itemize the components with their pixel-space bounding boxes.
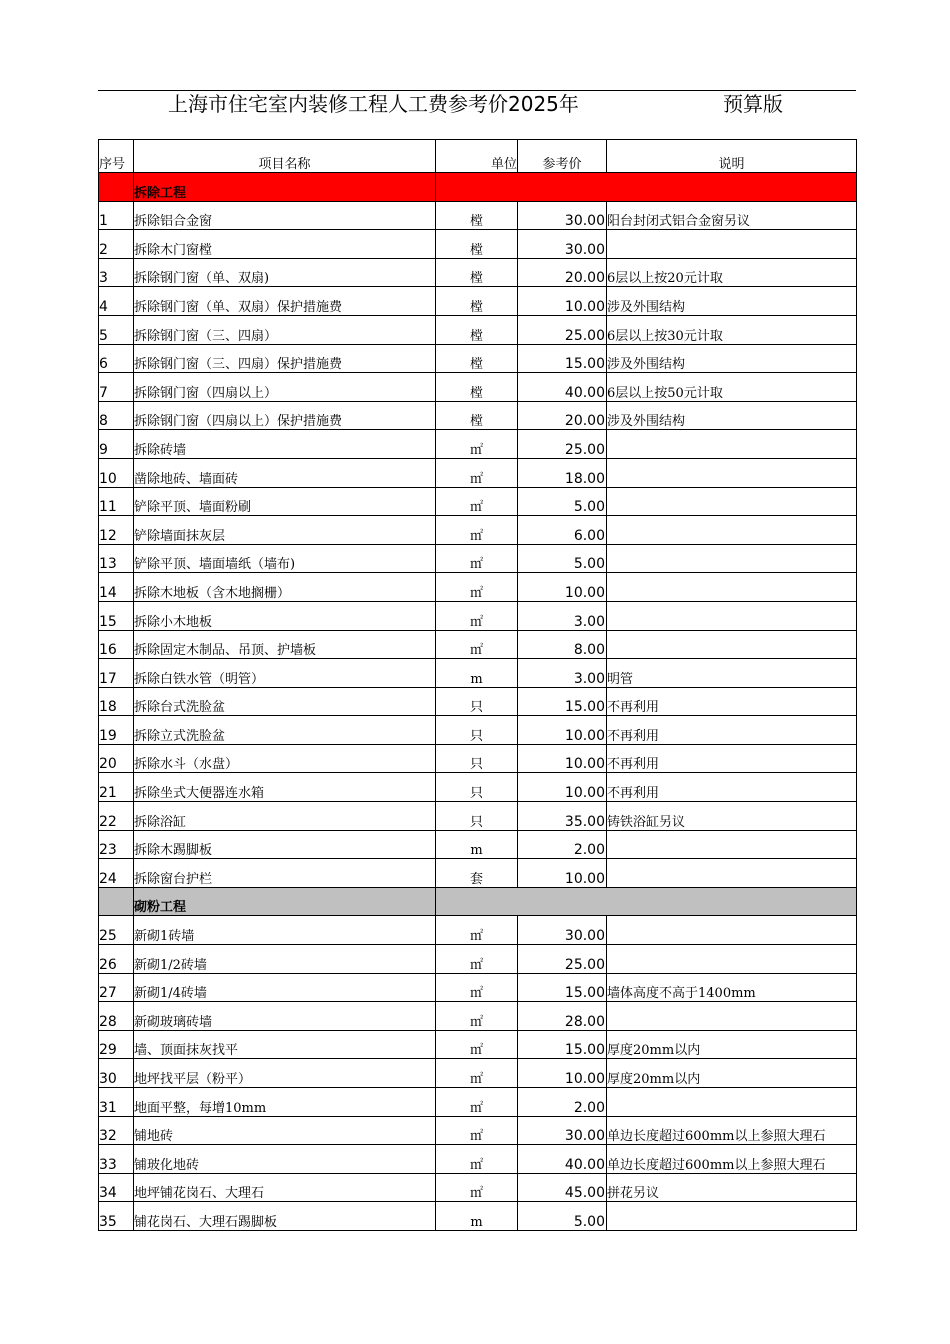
item-name: 拆除钢门窗（三、四扇）保护措施费 <box>134 344 436 373</box>
item-note <box>607 601 857 630</box>
item-price: 10.00 <box>518 744 607 773</box>
table-row <box>99 373 857 402</box>
item-unit: 樘 <box>436 401 518 430</box>
title-main: 上海市住宅室内装修工程人工费参考价2025年 <box>168 92 579 116</box>
item-name: 铺花岗石、大理石踢脚板 <box>134 1202 436 1231</box>
item-unit: ㎡ <box>436 601 518 630</box>
row-number: 27 <box>99 973 134 1002</box>
item-note: 不再利用 <box>607 773 857 802</box>
item-name: 新砌1/4砖墙 <box>134 973 436 1002</box>
row-number: 15 <box>99 601 134 630</box>
item-unit: ㎡ <box>436 430 518 459</box>
row-number: 29 <box>99 1030 134 1059</box>
table-row <box>99 230 857 259</box>
item-price: 2.00 <box>518 830 607 859</box>
item-price: 5.00 <box>518 544 607 573</box>
table-header-row <box>99 140 857 173</box>
price-table <box>98 139 857 1231</box>
item-unit: m <box>436 659 518 688</box>
item-note <box>607 516 857 545</box>
item-price: 15.00 <box>518 687 607 716</box>
item-price: 30.00 <box>518 1116 607 1145</box>
row-number: 35 <box>99 1202 134 1231</box>
item-note: 阳台封闭式铝合金窗另议 <box>607 201 857 230</box>
item-price: 10.00 <box>518 573 607 602</box>
item-note <box>607 859 857 888</box>
item-price: 30.00 <box>518 916 607 945</box>
item-price: 20.00 <box>518 401 607 430</box>
item-note: 单边长度超过600mm以上参照大理石 <box>607 1116 857 1145</box>
row-number: 21 <box>99 773 134 802</box>
table-row <box>99 830 857 859</box>
item-price: 18.00 <box>518 458 607 487</box>
item-name: 铺地砖 <box>134 1116 436 1145</box>
item-price: 15.00 <box>518 344 607 373</box>
item-unit: 只 <box>436 773 518 802</box>
item-unit: 樘 <box>436 258 518 287</box>
item-unit: ㎡ <box>436 1059 518 1088</box>
table-row <box>99 659 857 688</box>
item-note: 拼花另议 <box>607 1173 857 1202</box>
row-number: 14 <box>99 573 134 602</box>
table-row <box>99 1173 857 1202</box>
table-row <box>99 1202 857 1231</box>
item-note: 6层以上按20元计取 <box>607 258 857 287</box>
table-row <box>99 287 857 316</box>
item-note <box>607 458 857 487</box>
row-number: 4 <box>99 287 134 316</box>
item-price: 10.00 <box>518 716 607 745</box>
table-row <box>99 1059 857 1088</box>
item-unit: 只 <box>436 687 518 716</box>
item-name: 新砌玻璃砖墙 <box>134 1002 436 1031</box>
row-number: 10 <box>99 458 134 487</box>
item-price: 25.00 <box>518 315 607 344</box>
item-price: 10.00 <box>518 773 607 802</box>
row-number: 33 <box>99 1145 134 1174</box>
item-name: 拆除窗台护栏 <box>134 859 436 888</box>
row-number: 8 <box>99 401 134 430</box>
table-row <box>99 1088 857 1117</box>
item-price: 10.00 <box>518 287 607 316</box>
item-unit: ㎡ <box>436 916 518 945</box>
item-note: 厚度20mm以内 <box>607 1059 857 1088</box>
item-name: 拆除木地板（含木地搁栅） <box>134 573 436 602</box>
header-price: 参考价 <box>518 140 607 173</box>
item-name: 铲除墙面抹灰层 <box>134 516 436 545</box>
section-cell-fill <box>436 887 857 916</box>
row-number: 13 <box>99 544 134 573</box>
table-row <box>99 430 857 459</box>
row-number: 3 <box>99 258 134 287</box>
item-price: 30.00 <box>518 230 607 259</box>
document-title <box>98 90 856 118</box>
item-unit: ㎡ <box>436 458 518 487</box>
row-number: 19 <box>99 716 134 745</box>
row-number: 16 <box>99 630 134 659</box>
item-name: 拆除木踢脚板 <box>134 830 436 859</box>
row-number: 22 <box>99 802 134 831</box>
item-note <box>607 630 857 659</box>
item-unit: ㎡ <box>436 973 518 1002</box>
item-unit: ㎡ <box>436 1088 518 1117</box>
item-name: 拆除坐式大便器连水箱 <box>134 773 436 802</box>
table-row <box>99 401 857 430</box>
item-unit: ㎡ <box>436 1173 518 1202</box>
row-number: 18 <box>99 687 134 716</box>
item-name: 铺玻化地砖 <box>134 1145 436 1174</box>
item-unit: ㎡ <box>436 487 518 516</box>
item-note <box>607 487 857 516</box>
item-price: 15.00 <box>518 1030 607 1059</box>
row-number: 7 <box>99 373 134 402</box>
item-unit: ㎡ <box>436 1116 518 1145</box>
item-note: 明管 <box>607 659 857 688</box>
row-number: 25 <box>99 916 134 945</box>
item-note: 不再利用 <box>607 744 857 773</box>
item-note <box>607 544 857 573</box>
item-price: 5.00 <box>518 1202 607 1231</box>
item-price: 8.00 <box>518 630 607 659</box>
table-row <box>99 630 857 659</box>
section-cell-blank <box>99 887 134 916</box>
item-unit: 樘 <box>436 373 518 402</box>
header-name: 项目名称 <box>134 140 436 173</box>
item-note <box>607 1002 857 1031</box>
item-unit: 只 <box>436 716 518 745</box>
item-name: 铲除平顶、墙面粉刷 <box>134 487 436 516</box>
table-row <box>99 458 857 487</box>
table-row <box>99 716 857 745</box>
item-note <box>607 1202 857 1231</box>
row-number: 34 <box>99 1173 134 1202</box>
item-note: 涉及外围结构 <box>607 401 857 430</box>
item-name: 拆除钢门窗（三、四扇） <box>134 315 436 344</box>
item-unit: 套 <box>436 859 518 888</box>
item-price: 45.00 <box>518 1173 607 1202</box>
item-name: 拆除浴缸 <box>134 802 436 831</box>
item-note <box>607 916 857 945</box>
row-number: 32 <box>99 1116 134 1145</box>
item-name: 地坪铺花岗石、大理石 <box>134 1173 436 1202</box>
section-cell-fill <box>436 173 857 202</box>
row-number: 2 <box>99 230 134 259</box>
section-row <box>99 887 857 916</box>
item-name: 拆除固定木制品、吊顶、护墙板 <box>134 630 436 659</box>
title-version: 预算版 <box>723 92 783 116</box>
item-note <box>607 945 857 974</box>
section-label: 砌粉工程 <box>134 887 436 916</box>
item-name: 地坪找平层（粉平） <box>134 1059 436 1088</box>
item-note <box>607 1088 857 1117</box>
table-row <box>99 916 857 945</box>
item-price: 3.00 <box>518 659 607 688</box>
item-price: 30.00 <box>518 201 607 230</box>
item-price: 15.00 <box>518 973 607 1002</box>
row-number: 24 <box>99 859 134 888</box>
item-price: 10.00 <box>518 859 607 888</box>
item-name: 地面平整，每增10mm <box>134 1088 436 1117</box>
item-note: 厚度20mm以内 <box>607 1030 857 1059</box>
item-unit: 只 <box>436 744 518 773</box>
row-number: 28 <box>99 1002 134 1031</box>
item-name: 拆除立式洗脸盆 <box>134 716 436 745</box>
item-name: 拆除白铁水管（明管） <box>134 659 436 688</box>
row-number: 12 <box>99 516 134 545</box>
item-note: 墙体高度不高于1400mm <box>607 973 857 1002</box>
header-unit: 单位 <box>436 140 518 173</box>
table-row <box>99 744 857 773</box>
item-unit: 樘 <box>436 287 518 316</box>
table-row <box>99 601 857 630</box>
table-row <box>99 1116 857 1145</box>
item-note: 铸铁浴缸另议 <box>607 802 857 831</box>
section-label: 拆除工程 <box>134 173 436 202</box>
row-number: 30 <box>99 1059 134 1088</box>
table-row <box>99 687 857 716</box>
item-name: 墙、顶面抹灰找平 <box>134 1030 436 1059</box>
item-note: 6层以上按30元计取 <box>607 315 857 344</box>
header-note: 说明 <box>607 140 857 173</box>
table-row <box>99 1145 857 1174</box>
item-unit: ㎡ <box>436 516 518 545</box>
item-name: 拆除钢门窗（四扇以上） <box>134 373 436 402</box>
row-number: 6 <box>99 344 134 373</box>
row-number: 31 <box>99 1088 134 1117</box>
item-note <box>607 573 857 602</box>
item-name: 拆除木门窗樘 <box>134 230 436 259</box>
item-unit: 樘 <box>436 201 518 230</box>
item-price: 40.00 <box>518 373 607 402</box>
row-number: 5 <box>99 315 134 344</box>
item-unit: ㎡ <box>436 1030 518 1059</box>
item-unit: ㎡ <box>436 630 518 659</box>
table-row <box>99 258 857 287</box>
item-unit: 樘 <box>436 315 518 344</box>
item-note <box>607 830 857 859</box>
item-name: 拆除铝合金窗 <box>134 201 436 230</box>
section-cell-blank <box>99 173 134 202</box>
item-unit: m <box>436 830 518 859</box>
table-row <box>99 945 857 974</box>
item-unit: m <box>436 1202 518 1231</box>
item-price: 2.00 <box>518 1088 607 1117</box>
row-number: 26 <box>99 945 134 974</box>
item-price: 20.00 <box>518 258 607 287</box>
item-unit: ㎡ <box>436 945 518 974</box>
row-number: 9 <box>99 430 134 459</box>
item-name: 拆除小木地板 <box>134 601 436 630</box>
item-name: 新砌1/2砖墙 <box>134 945 436 974</box>
item-price: 6.00 <box>518 516 607 545</box>
item-note: 单边长度超过600mm以上参照大理石 <box>607 1145 857 1174</box>
item-unit: 樘 <box>436 344 518 373</box>
item-price: 25.00 <box>518 430 607 459</box>
item-name: 凿除地砖、墙面砖 <box>134 458 436 487</box>
item-price: 5.00 <box>518 487 607 516</box>
item-unit: 只 <box>436 802 518 831</box>
item-name: 新砌1砖墙 <box>134 916 436 945</box>
item-price: 3.00 <box>518 601 607 630</box>
item-price: 28.00 <box>518 1002 607 1031</box>
table-row <box>99 487 857 516</box>
item-unit: ㎡ <box>436 573 518 602</box>
table-row <box>99 516 857 545</box>
table-row <box>99 201 857 230</box>
item-name: 拆除台式洗脸盆 <box>134 687 436 716</box>
item-name: 拆除钢门窗（单、双扇) <box>134 258 436 287</box>
table-row <box>99 802 857 831</box>
item-name: 拆除钢门窗（四扇以上）保护措施费 <box>134 401 436 430</box>
item-name: 铲除平顶、墙面墙纸（墙布) <box>134 544 436 573</box>
item-price: 40.00 <box>518 1145 607 1174</box>
item-unit: ㎡ <box>436 1145 518 1174</box>
item-price: 10.00 <box>518 1059 607 1088</box>
table-row <box>99 315 857 344</box>
item-name: 拆除钢门窗（单、双扇）保护措施费 <box>134 287 436 316</box>
item-unit: ㎡ <box>436 1002 518 1031</box>
table-row <box>99 1002 857 1031</box>
row-number: 20 <box>99 744 134 773</box>
table-row <box>99 973 857 1002</box>
item-unit: ㎡ <box>436 544 518 573</box>
price-table-body <box>99 140 857 1231</box>
table-row <box>99 859 857 888</box>
table-row <box>99 773 857 802</box>
item-note: 不再利用 <box>607 687 857 716</box>
item-note <box>607 430 857 459</box>
item-unit: 樘 <box>436 230 518 259</box>
table-row <box>99 573 857 602</box>
item-note: 6层以上按50元计取 <box>607 373 857 402</box>
item-price: 35.00 <box>518 802 607 831</box>
row-number: 1 <box>99 201 134 230</box>
table-row <box>99 1030 857 1059</box>
item-price: 25.00 <box>518 945 607 974</box>
row-number: 17 <box>99 659 134 688</box>
item-note: 涉及外围结构 <box>607 287 857 316</box>
item-name: 拆除砖墙 <box>134 430 436 459</box>
section-row <box>99 173 857 202</box>
table-row <box>99 344 857 373</box>
item-name: 拆除水斗（水盘） <box>134 744 436 773</box>
item-note: 涉及外围结构 <box>607 344 857 373</box>
item-note: 不再利用 <box>607 716 857 745</box>
row-number: 23 <box>99 830 134 859</box>
item-note <box>607 230 857 259</box>
table-row <box>99 544 857 573</box>
header-no: 序号 <box>99 140 134 173</box>
row-number: 11 <box>99 487 134 516</box>
